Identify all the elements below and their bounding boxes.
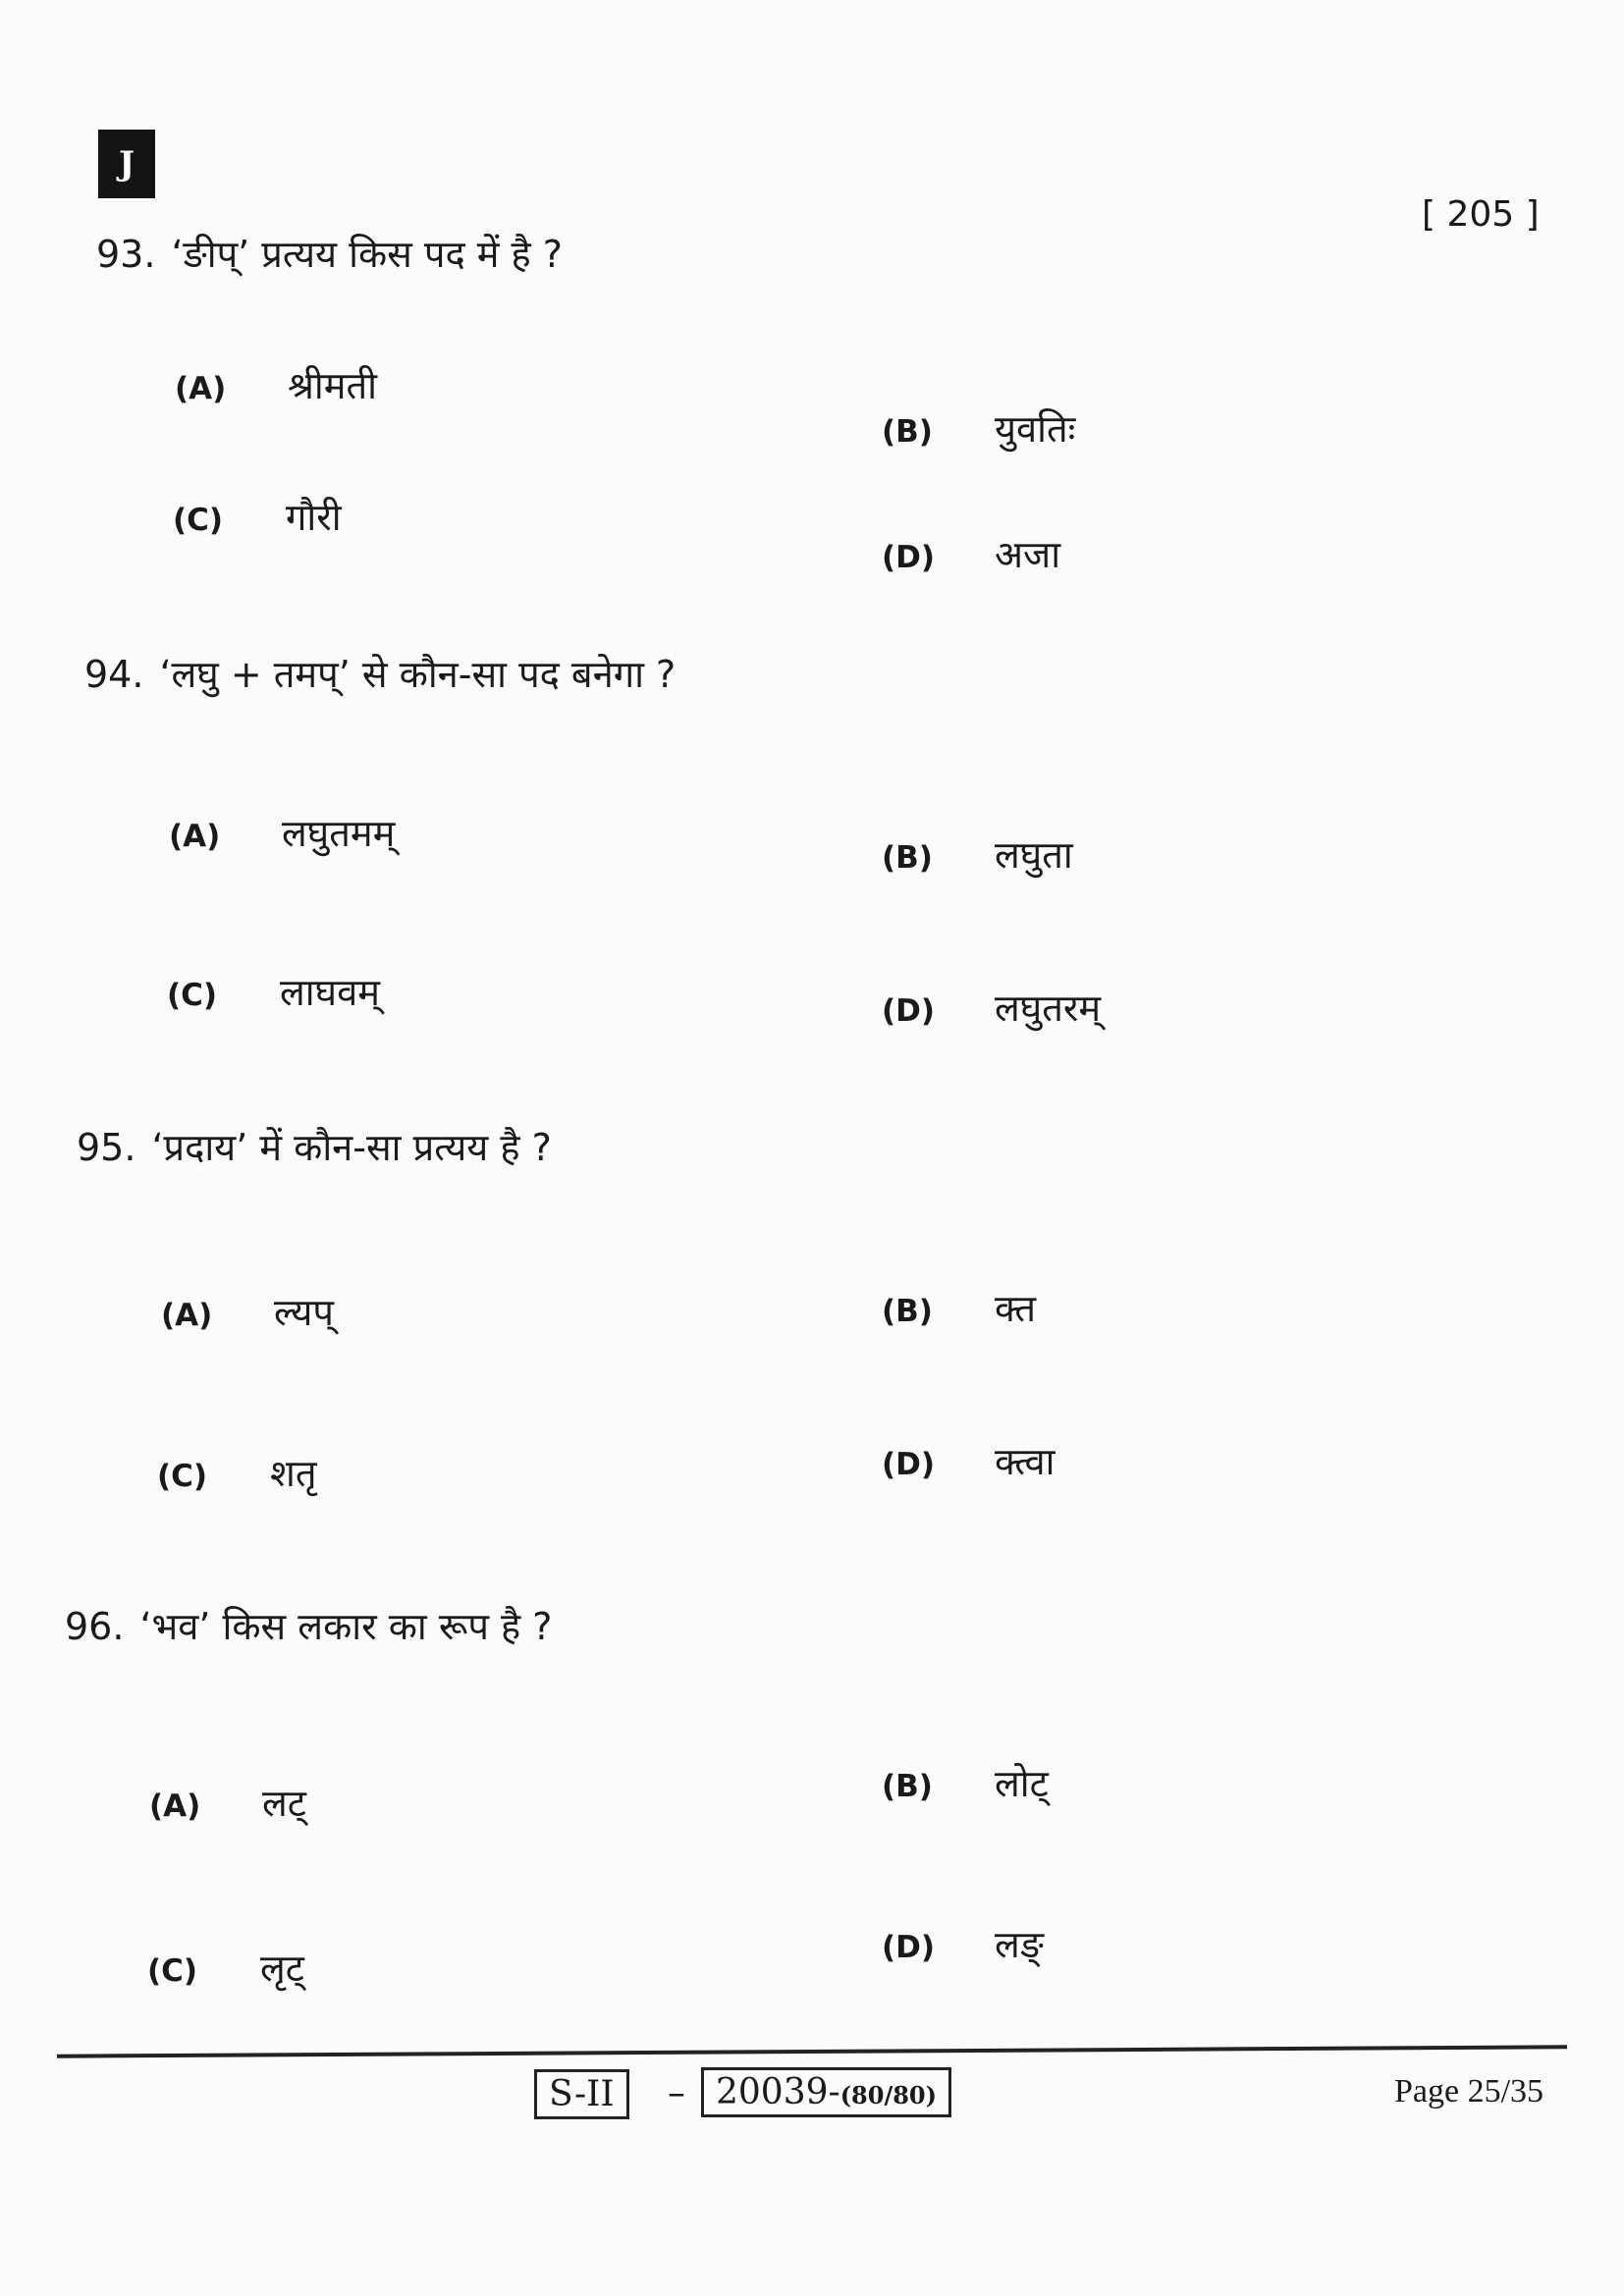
question-95 [77, 1121, 552, 1172]
option-letter: (C) [157, 1459, 208, 1494]
paper-code-small: (80/80) [839, 2081, 937, 2109]
option-letter: (C) [167, 978, 218, 1013]
option-letter: (A) [169, 819, 221, 854]
series-badge: J [98, 130, 155, 198]
option-text: लघुता [995, 833, 1073, 877]
option-95-c [157, 1447, 317, 1498]
option-text: क्त्वा [995, 1440, 1056, 1483]
option-text: लङ् [995, 1923, 1044, 1966]
option-96-a [149, 1777, 306, 1828]
option-text: क्त [995, 1287, 1037, 1330]
set-code-box: S-II [534, 2069, 629, 2119]
footer-divider [57, 2045, 1567, 2057]
option-94-c [167, 966, 380, 1017]
question-number: 93. [96, 233, 156, 276]
option-letter: (D) [882, 1447, 936, 1482]
option-text: ल्यप् [274, 1291, 334, 1334]
option-text: अजा [995, 533, 1061, 576]
footer-dash: – [668, 2073, 685, 2113]
option-96-b [882, 1757, 1049, 1808]
option-93-d [882, 528, 1060, 579]
option-letter: (D) [882, 540, 936, 575]
option-letter: (B) [882, 414, 933, 450]
option-95-b [882, 1282, 1036, 1333]
option-letter: (D) [882, 993, 936, 1029]
question-93 [96, 228, 563, 279]
question-number: 95. [77, 1126, 136, 1169]
option-letter: (A) [149, 1789, 201, 1824]
option-letter: (A) [161, 1298, 213, 1333]
option-letter: (C) [173, 503, 224, 538]
option-96-d [882, 1918, 1044, 1969]
question-number: 94. [84, 653, 144, 696]
option-letter: (A) [175, 371, 227, 406]
option-text: शतृ [270, 1452, 317, 1495]
option-text: गौरी [286, 496, 342, 539]
option-letter: (B) [882, 1769, 933, 1804]
paper-code: 20039- [716, 2072, 840, 2112]
option-text: लाघवम् [280, 971, 380, 1014]
option-text: लघुतमम् [282, 812, 396, 855]
option-93-a [175, 359, 377, 410]
option-94-d [882, 982, 1101, 1033]
question-text: ‘प्रदाय’ में कौन-सा प्रत्यय है ? [151, 1126, 552, 1169]
option-letter: (B) [882, 1294, 933, 1329]
option-text: श्रीमती [288, 364, 377, 407]
option-94-a [169, 807, 395, 858]
question-94 [84, 648, 676, 699]
option-text: लट् [262, 1782, 306, 1825]
option-93-c [173, 491, 342, 542]
question-text: ‘लघु + तमप्’ से कौन-सा पद बनेगा ? [159, 653, 677, 696]
option-94-b [882, 828, 1073, 880]
option-text: लृट् [260, 1947, 304, 1990]
option-93-b [882, 402, 1075, 454]
option-95-d [882, 1435, 1055, 1486]
paper-code-box [701, 2067, 951, 2117]
option-text: युवतिः [995, 407, 1076, 451]
option-letter: (C) [147, 1953, 198, 1989]
option-text: लघुतरम् [995, 987, 1102, 1030]
question-text: ‘ङीप्’ प्रत्यय किस पद में है ? [171, 233, 563, 276]
option-letter: (B) [882, 840, 933, 876]
page-number: Page 25/35 [1394, 2073, 1544, 2109]
question-number: 96. [65, 1605, 125, 1648]
question-96 [65, 1600, 552, 1651]
question-text: ‘भव’ किस लकार का रूप है ? [139, 1605, 553, 1648]
option-95-a [161, 1286, 334, 1337]
option-letter: (D) [882, 1930, 936, 1965]
option-96-c [147, 1942, 304, 1993]
page-code: [ 205 ] [1422, 194, 1540, 235]
option-text: लोट् [995, 1762, 1049, 1805]
